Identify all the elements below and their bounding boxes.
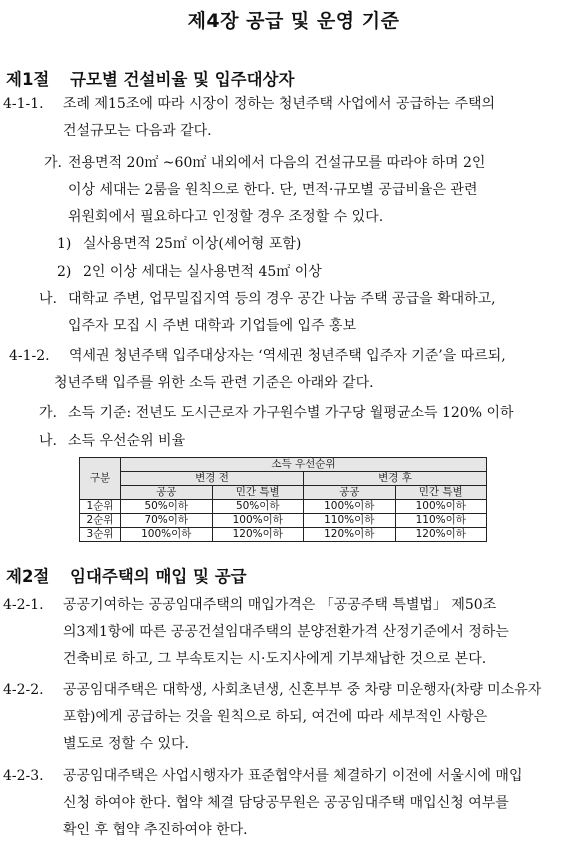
section-heading-2 <box>6 563 247 587</box>
table-row <box>80 500 487 514</box>
clause-4-2-1-line: 건축비로 하고, 그 부속토지는 시·도지사에게 기부채납한 것으로 본다. <box>63 651 487 667</box>
clause-4-2-3-line: 신청 하여야 한다. 협약 체결 담당공무원은 공공임대주택 매입신청 여부를 <box>63 795 509 811</box>
clause-4-2-2-number: 4-2-2. <box>3 682 44 698</box>
table-cell: 100%이하 <box>212 514 304 528</box>
table-column-header: 민간 특별 <box>395 486 487 500</box>
section-number: 제2절 <box>6 567 50 586</box>
clause-4-2-2-line: 별도로 정할 수 있다. <box>63 736 189 752</box>
table-cell: 100%이하 <box>395 500 487 514</box>
subitem-text: 실사용면적 25㎡ 이상(셰어형 포함) <box>83 236 302 252</box>
table-group-header: 변경 후 <box>304 472 487 486</box>
clause-4-1-2-line: 역세권 청년주택 입주대상자는 ‘역세권 청년주택 입주자 기준’을 따르되, <box>69 348 506 364</box>
table-cell: 70%이하 <box>121 514 213 528</box>
table-cell: 120%이하 <box>304 528 396 542</box>
item-label: 나. <box>39 433 57 449</box>
item-label: 나. <box>39 291 57 307</box>
table-cell: 50%이하 <box>121 500 213 514</box>
item-line: 입주자 모집 시 주변 대학과 기업들에 입주 홍보 <box>68 318 357 334</box>
clause-4-1-1-number: 4-1-1. <box>3 96 44 112</box>
clause-4-2-2-line: 포함)에게 공급하는 것을 원칙으로 하되, 여건에 따라 세부적인 사항은 <box>63 709 488 725</box>
table-column-header: 민간 특별 <box>212 486 304 500</box>
item-label: 가. <box>44 155 62 171</box>
table-cell: 100%이하 <box>304 500 396 514</box>
subitem-label: 1) <box>57 236 72 252</box>
subitem-label: 2) <box>57 264 72 280</box>
table-top-header: 소득 우선순위 <box>121 458 487 472</box>
table-cell: 120%이하 <box>212 528 304 542</box>
table-row-header: 2순위 <box>80 514 121 528</box>
clause-4-1-1-line: 조례 제15조에 따라 시장이 정하는 청년주택 사업에서 공급하는 주택의 <box>63 96 496 112</box>
clause-4-2-2-line: 공공임대주택은 대학생, 사회초년생, 신혼부부 중 차량 미운행자(차량 미소유자 <box>63 682 542 698</box>
clause-4-2-3-number: 4-2-3. <box>3 768 44 784</box>
item-line: 위원회에서 필요하다고 인정할 경우 조정할 수 있다. <box>68 209 384 225</box>
table-cell: 100%이하 <box>121 528 213 542</box>
table-row-header: 1순위 <box>80 500 121 514</box>
item-line: 소득 기준: 전년도 도시근로자 가구원수별 가구당 월평균소득 120% 이하 <box>68 405 514 421</box>
table-cell: 120%이하 <box>395 528 487 542</box>
clause-4-2-1-line: 공공기여하는 공공임대주택의 매입가격은 「공공주택 특별법」 제50조 <box>63 597 497 613</box>
item-line: 이상 세대는 2룸을 원칙으로 한다. 단, 면적·규모별 공급비율은 관련 <box>68 182 478 198</box>
section-number: 제1절 <box>6 70 50 89</box>
table-row <box>80 528 487 542</box>
table-cell: 110%이하 <box>304 514 396 528</box>
table-row-header: 3순위 <box>80 528 121 542</box>
clause-4-2-3-line: 확인 후 협약 추진하여야 한다. <box>63 822 248 838</box>
table-group-header: 변경 전 <box>121 472 304 486</box>
chapter-title: 제4장 공급 및 운영 기준 <box>187 10 400 32</box>
table-cell: 110%이하 <box>395 514 487 528</box>
section-title: 임대주택의 매입 및 공급 <box>70 567 247 586</box>
clause-4-1-2-line: 청년주택 입주를 위한 소득 관련 기준은 아래와 같다. <box>54 375 374 391</box>
table-column-header: 공공 <box>121 486 213 500</box>
item-line: 소득 우선순위 비율 <box>68 433 186 449</box>
clause-4-1-2-number: 4-1-2. <box>9 348 50 364</box>
item-line: 대학교 주변, 업무밀집지역 등의 경우 공간 나눔 주택 공급을 확대하고, <box>68 291 496 307</box>
item-label: 가. <box>39 405 57 421</box>
clause-4-2-1-line: 의3제1항에 따른 공공건설임대주택의 분양전환가격 산정기준에서 정하는 <box>63 624 509 640</box>
section-title: 규모별 건설비율 및 입주대상자 <box>70 70 295 89</box>
subitem-text: 2인 이상 세대는 실사용면적 45㎡ 이상 <box>83 264 322 280</box>
table-cell: 50%이하 <box>212 500 304 514</box>
item-line: 전용면적 20㎡ ~60㎡ 내외에서 다음의 건설규모를 따라야 하며 2인 <box>68 155 486 171</box>
clause-4-1-1-line: 건설규모는 다음과 같다. <box>63 123 212 139</box>
clause-4-2-3-line: 공공임대주택은 사업시행자가 표준협약서를 체결하기 이전에 서울시에 매입 <box>63 768 523 784</box>
section-heading-1 <box>6 66 294 90</box>
table-row <box>80 514 487 528</box>
table-column-header: 공공 <box>304 486 396 500</box>
income-priority-table <box>79 457 487 542</box>
table-corner-header: 구분 <box>80 458 121 500</box>
clause-4-2-1-number: 4-2-1. <box>3 597 44 613</box>
